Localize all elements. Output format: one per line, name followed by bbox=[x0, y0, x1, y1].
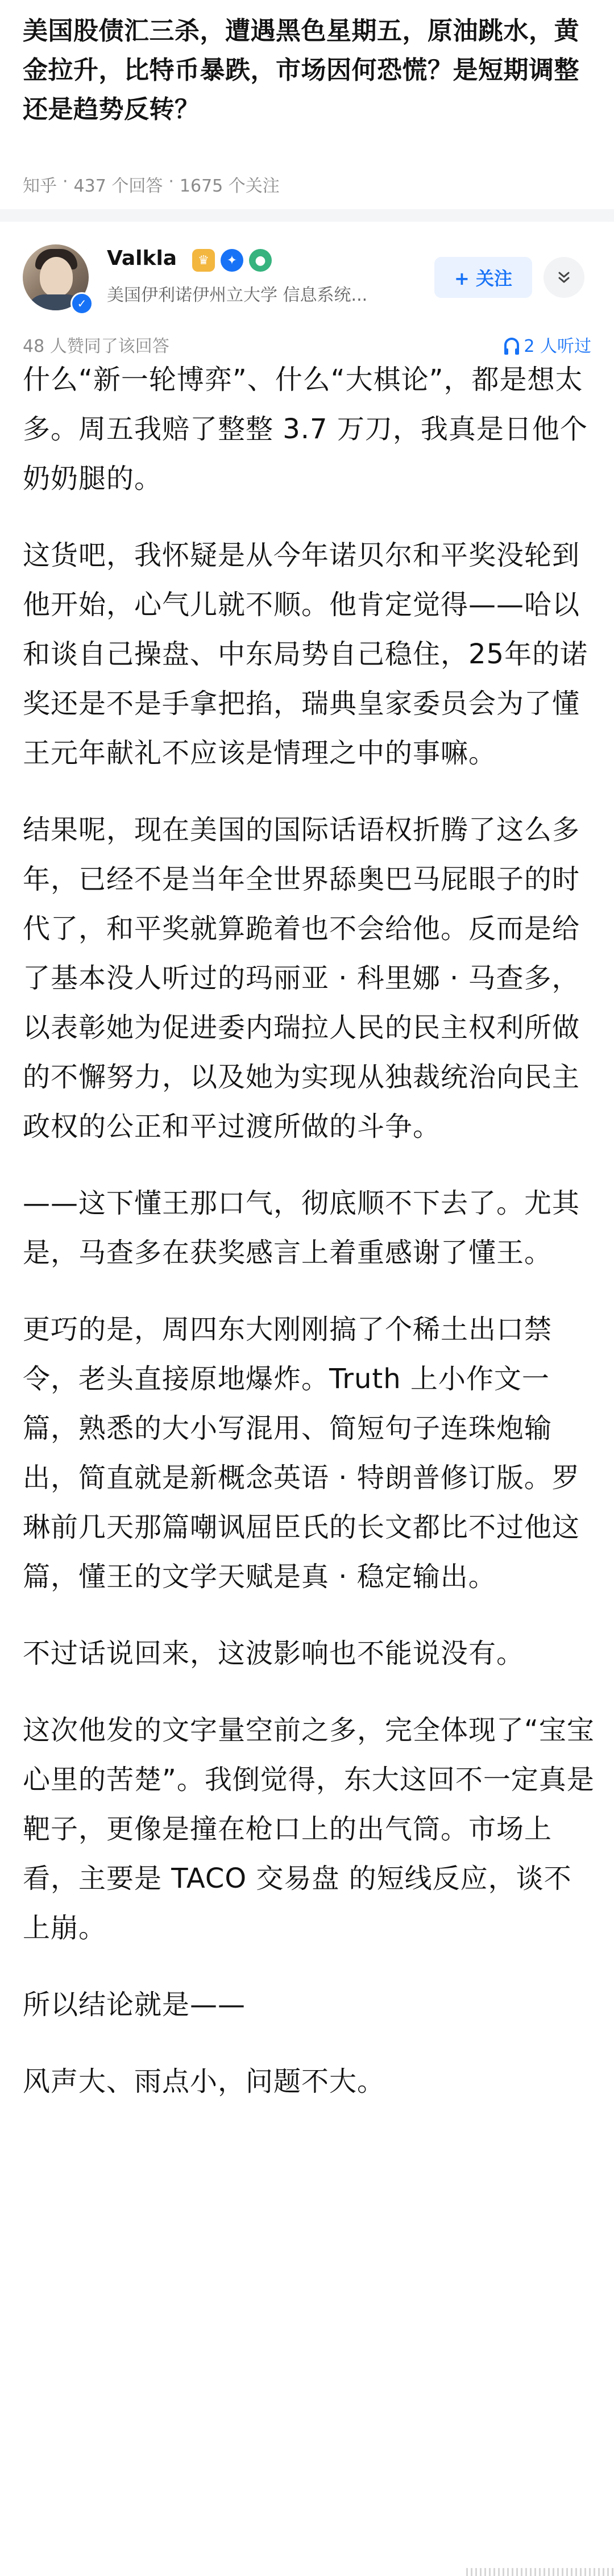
author-description: 美国伊利诺伊州立大学 信息系统... bbox=[107, 285, 368, 305]
green-badge-icon[interactable]: ● bbox=[249, 249, 272, 272]
paragraph: 这货吧，我怀疑是从今年诺贝尔和平奖没轮到他开始，心气儿就不顺。他肯定觉得——哈以和谈自己操盘、中东局势自己稳住，25年的诺奖还是不是手拿把掐，瑞典皇家委员会为了懂王元年献礼不应该是情理之中的事嘛。 bbox=[23, 539, 588, 769]
section-divider bbox=[0, 209, 614, 222]
follower-count[interactable]: 1675 个关注 bbox=[179, 176, 280, 196]
upvote-count: 48 人赞同了该回答 bbox=[23, 336, 169, 356]
verified-icon: ✓ bbox=[70, 292, 93, 315]
separator-dot: · bbox=[168, 172, 174, 192]
author-name[interactable]: Valkla bbox=[107, 247, 177, 270]
answer-body bbox=[23, 355, 597, 2134]
avatar-face bbox=[40, 257, 73, 297]
paragraph: ——这下懂王那口气，彻底顺不下去了。尤其是，马查多在获奖感言上着重感谢了懂王。 bbox=[23, 1187, 580, 1269]
paragraph: 结果呢，现在美国的国际话语权折腾了这么多年，已经不是当年全世界舔奥巴马屁眼子的时代了，和平奖就算跪着也不会给他。反而是给了基本没人听过的玛丽亚 · 科里娜 · 马查多，以表彰她为促进委内瑞拉人民的民主权利所做的不懈努力，以及她为实现从独裁统治向民主政权的公正和平过渡所做的斗争。 bbox=[23, 814, 580, 1142]
author-badges bbox=[192, 249, 272, 272]
paragraph: 风声大、雨点小，问题不大。 bbox=[23, 2066, 385, 2097]
paragraph: 这次他发的文字量空前之多，完全体现了“宝宝心里的苦楚”。我倒觉得，东大这回不一定真是靶子，更像是撞在枪口上的出气筒。市场上看，主要是 TACO 交易盘 的短线反应，谈不上崩。 bbox=[23, 1714, 595, 1944]
listen-count: 2 人听过 bbox=[524, 336, 591, 356]
chevron-down-icon[interactable] bbox=[544, 257, 584, 298]
paragraph: 什么“新一轮博弈”、什么“大棋论”，都是想太多。周五我赔了整整 3.7 万刀，我真是日他个奶奶腿的。 bbox=[23, 364, 588, 495]
answer-count[interactable]: 437 个回答 bbox=[73, 176, 163, 196]
watermark bbox=[466, 2568, 614, 2576]
separator-dot: · bbox=[63, 172, 68, 192]
source-label[interactable]: 知乎 bbox=[23, 176, 57, 196]
question-meta bbox=[23, 172, 280, 197]
question-title[interactable]: 美国股债汇三杀，遭遇黑色星期五，原油跳水，黄金拉升，比特币暴跌，市场因何恐慌？是短期调整还是趋势反转？ bbox=[23, 16, 579, 124]
paragraph: 所以结论就是—— bbox=[23, 1989, 246, 2021]
paragraph: 更巧的是，周四东大刚刚搞了个稀土出口禁令，老头直接原地爆炸。Truth 上小作文一篇，熟悉的大小写混用、简短句子连珠炮输出，简直就是新概念英语 · 特朗普修订版。罗琳前几天那篇嘲讽屈臣氏的长文都比不过他这篇，懂王的文学天赋是真 · 稳定输出。 bbox=[23, 1314, 580, 1593]
stats-row bbox=[23, 332, 591, 357]
headphone-icon bbox=[504, 338, 519, 351]
paragraph: 不过话说回来，这波影响也不能说没有。 bbox=[23, 1638, 525, 1669]
gold-medal-icon[interactable]: ♛ bbox=[192, 249, 215, 272]
blue-badge-icon[interactable]: ✦ bbox=[221, 249, 243, 272]
author-row bbox=[23, 244, 591, 313]
double-chevron-down-icon bbox=[555, 269, 572, 286]
follow-button[interactable]: + 关注 bbox=[434, 257, 532, 298]
listen-button[interactable] bbox=[504, 332, 591, 357]
